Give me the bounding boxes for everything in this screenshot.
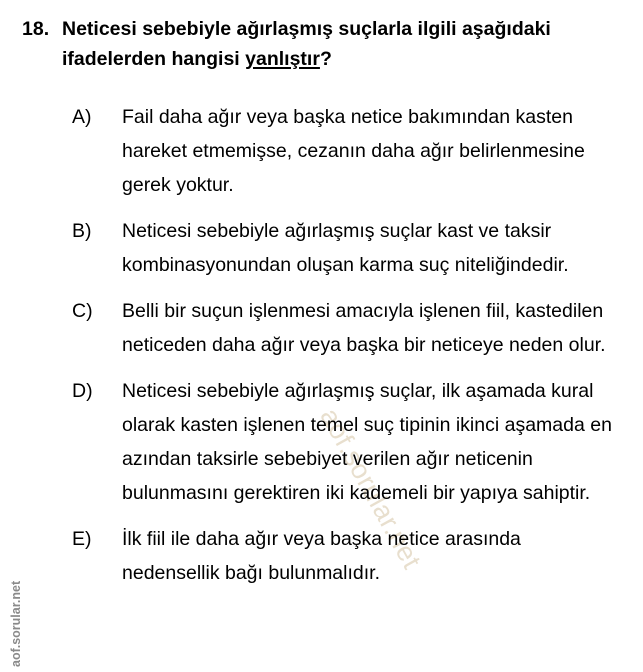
question-text — [62, 18, 551, 70]
option-a-text: Fail daha ağır veya başka netice bakımından kasten hareket etmemişse, cezanın daha ağır belirlenmesine gerek yoktur. — [122, 106, 585, 196]
question-underlined-keyword: yanlıştır — [245, 48, 320, 70]
option-e[interactable] — [72, 522, 622, 590]
question-number: 18. — [22, 18, 50, 40]
side-credit — [3, 556, 29, 668]
option-e-letter: E) — [72, 528, 92, 550]
side-credit-text: aof.sorular.net — [9, 580, 23, 667]
option-b[interactable] — [72, 214, 622, 282]
option-d[interactable] — [72, 374, 622, 510]
question-block — [22, 14, 622, 74]
option-a[interactable] — [72, 100, 622, 202]
option-a-letter: A) — [72, 106, 92, 128]
option-c[interactable] — [72, 294, 622, 362]
diagonal-watermark-text: aof.sorular.net — [314, 403, 428, 574]
question-text-part-1: Neticesi sebebiyle ağırlaşmış suçlarla ilgili aşağıdaki ifadelerden hangisi — [62, 18, 551, 70]
option-b-text: Neticesi sebebiyle ağırlaşmış suçlar kast ve taksir kombinasyonundan oluşan karma suç niteliğindedir. — [122, 220, 569, 276]
option-e-text: İlk fiil ile daha ağır veya başka netice arasında nedensellik bağı bulunmalıdır. — [122, 528, 521, 584]
question-row — [22, 14, 622, 74]
option-c-text: Belli bir suçun işlenmesi amacıyla işlenen fiil, kastedilen neticeden daha ağır veya başka bir neticeye neden olur. — [122, 300, 606, 356]
option-b-letter: B) — [72, 220, 92, 242]
option-c-letter: C) — [72, 300, 93, 322]
option-d-letter: D) — [72, 380, 93, 402]
option-d-text: Neticesi sebebiyle ağırlaşmış suçlar, ilk aşamada kural olarak kasten işlenen temel suç tipinin ikinci aşamada en azından taksirle sebebiyet verilen ağır neticenin bulunmasını gerektiren iki kademeli bir yapıya sahiptir. — [122, 380, 612, 504]
question-text-part-2: ? — [319, 48, 332, 70]
answer-options-list — [72, 100, 622, 590]
